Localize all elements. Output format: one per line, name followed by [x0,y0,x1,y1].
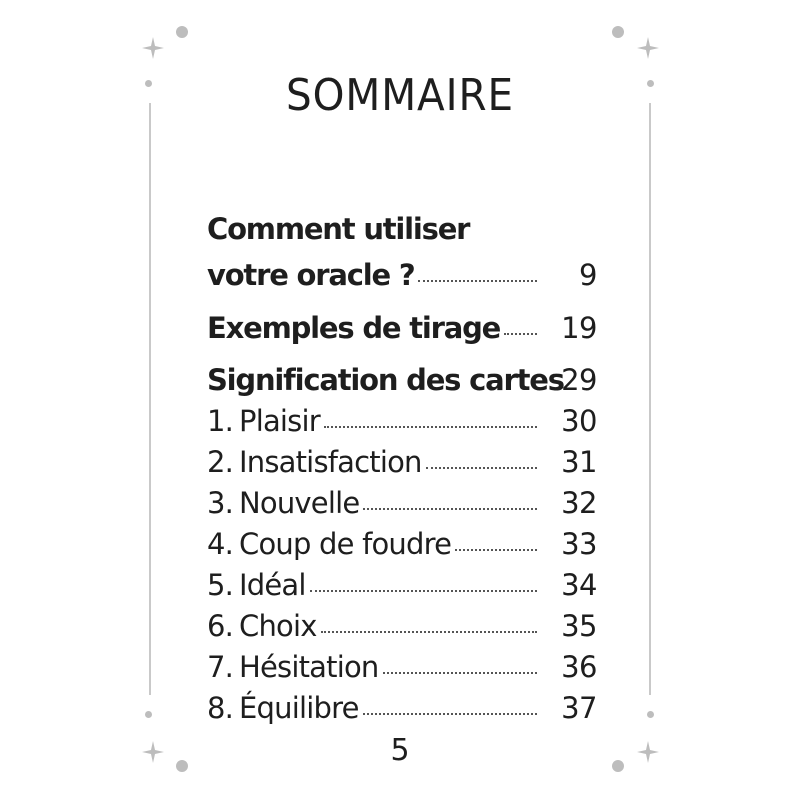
toc-page-number: 34 [561,568,597,602]
toc-page-number: 36 [561,650,597,684]
toc-entry-label: Coup de foudre [239,527,452,561]
dot-leader [310,589,537,592]
toc-entry[interactable] [207,480,597,520]
toc-entry[interactable] [207,603,597,643]
page-number: 5 [390,733,410,768]
toc-entry-label-line1: Comment utiliser [207,212,470,246]
toc-page-number: 35 [561,609,597,643]
dot-leader [418,279,537,282]
toc-entry-number: 1. [207,404,234,438]
toc-entry[interactable] [207,685,597,725]
toc-page-number: 33 [561,527,597,561]
toc-entry-label: Équilibre [239,691,359,725]
toc-entry[interactable] [207,644,597,684]
toc-entry-label: Plaisir [239,404,320,438]
toc-entry-number: 5. [207,568,234,602]
toc-entry-number: 8. [207,691,234,725]
toc-entry-label: Idéal [239,568,306,602]
toc-entry-label: Exemples de tirage [207,311,501,345]
decor-dot [145,711,152,718]
dot-leader [383,671,537,674]
dot-leader [363,712,537,715]
toc-page-number: 31 [561,445,597,479]
toc-entry[interactable] [207,562,597,602]
dot-leader [504,332,537,335]
dot-leader [426,466,537,469]
dot-leader [321,630,537,633]
toc-entry-label: Insatisfaction [239,445,422,479]
sparkle-icon [141,36,165,60]
page-title: SOMMAIRE [285,70,515,121]
toc-page-number: 37 [561,691,597,725]
toc-entry-number: 7. [207,650,234,684]
dot-leader [455,548,537,551]
toc-entry-number: 2. [207,445,234,479]
table-of-contents [207,0,597,800]
decor-dot [647,711,654,718]
toc-page-number: 29 [561,363,597,397]
toc-entry-label: Nouvelle [239,486,360,520]
left-border-line [149,103,151,695]
toc-entry[interactable] [207,357,597,397]
toc-entry-label: Signification des cartes [207,363,564,397]
toc-page-number: 9 [579,258,597,292]
dot-leader [324,425,537,428]
toc-entry[interactable] [207,252,597,292]
toc-page-number: 19 [561,311,597,345]
toc-entry[interactable] [207,398,597,438]
toc-entry-label: Hésitation [239,650,379,684]
toc-entry[interactable] [207,521,597,561]
right-border-line [649,103,651,695]
toc-entry-number: 4. [207,527,234,561]
toc-page-number: 30 [561,404,597,438]
toc-entry-number: 6. [207,609,234,643]
toc-entry[interactable] [207,305,597,345]
decor-dot [612,26,624,38]
toc-page-number: 32 [561,486,597,520]
decor-dot [176,26,188,38]
toc-entry-number: 3. [207,486,234,520]
toc-entry[interactable] [207,439,597,479]
dot-leader [363,507,537,510]
toc-entry-label: Choix [239,609,317,643]
sparkle-icon [636,36,660,60]
toc-entry-label: votre oracle ? [207,258,415,292]
